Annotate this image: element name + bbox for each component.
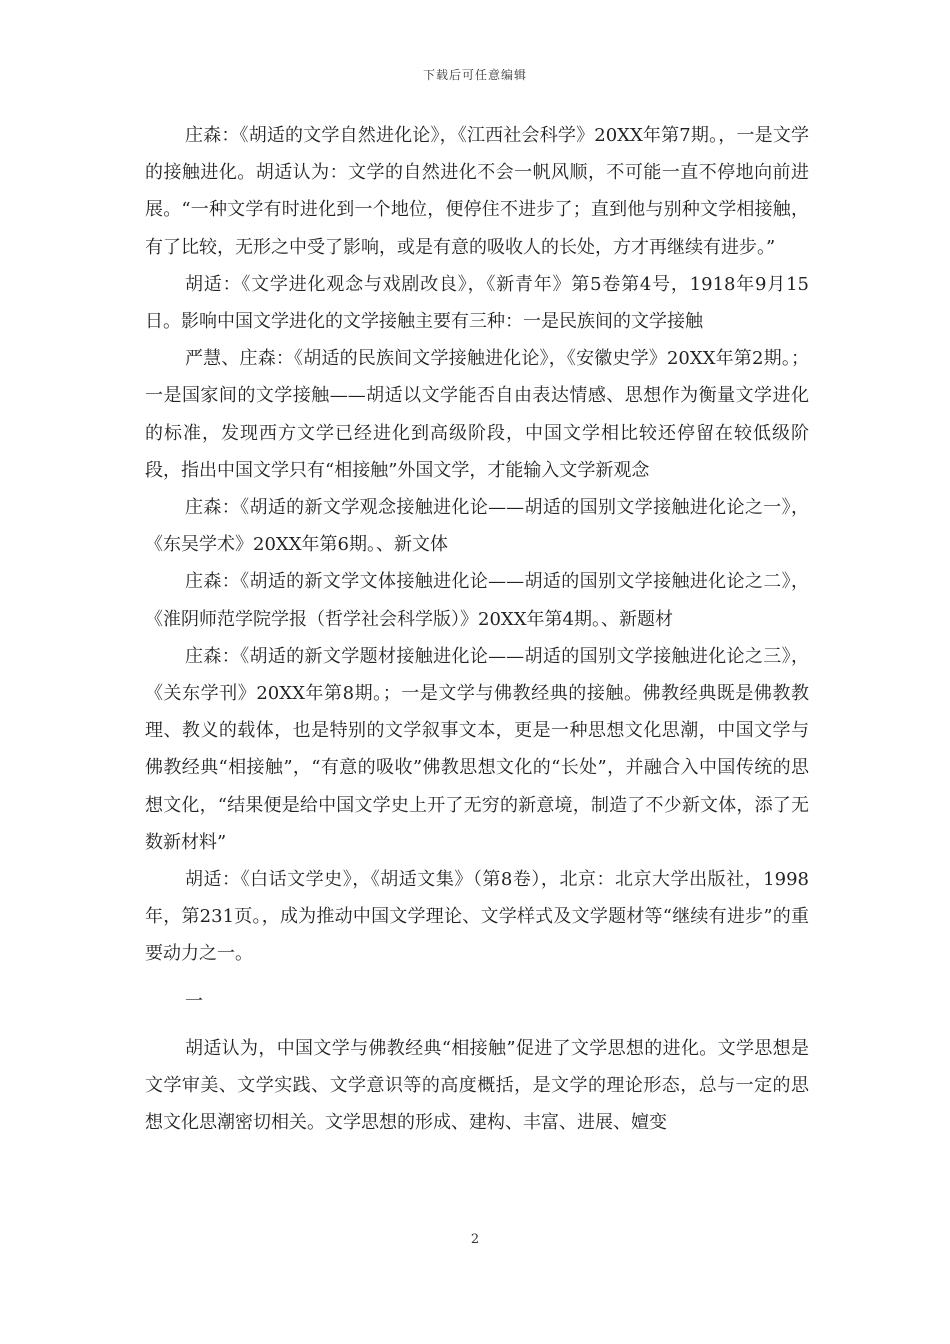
paragraph-5: 庄森：《胡适的新文学文体接触进化论——胡适的国别文学接触进化论之二》，《淮阴师范学院学报（哲学社会科学版）》20XX年第4期。、新题材 xyxy=(145,571,809,630)
paragraph-7: 胡适：《白话文学史》，《胡适文集》（第8卷），北京：北京大学出版社，1998年，第231页。，成为推动中国文学理论、文学样式及文学题材等“继续有进步”的重要动力之一。 xyxy=(145,869,809,965)
paragraph-1: 庄森：《胡适的文学自然进化论》，《江西社会科学》20XX年第7期。，一是文学的接触进化。胡适认为：文学的自然进化不会一帆风顺，不可能一直不停地向前进展。“一种文学有时进化到一个地位，便停住不进步了；直到他与别种文学相接触，有了比较，无形之中受了影响，或是有意的吸收人的长处，方才再继续有进步。” xyxy=(145,125,809,258)
page-header: 下载后可任意编辑 xyxy=(422,68,527,82)
paragraph-4: 庄森：《胡适的新文学观念接触进化论——胡适的国别文学接触进化论之一》，《东吴学术》20XX年第6期。、新文体 xyxy=(145,497,809,556)
paragraph-8: 胡适认为，中国文学与佛教经典“相接触”促进了文学思想的进化。文学思想是文学审美、文学实践、文学意识等的高度概括，是文学的理论形态，总与一定的思想文化思潮密切相关。文学思想的形成、建构、丰富、进展、嬗变 xyxy=(145,1037,809,1134)
page-number: 2 xyxy=(470,1232,480,1247)
document-body xyxy=(145,117,809,1141)
paragraph-3: 严慧、庄森：《胡适的民族间文学接触进化论》，《安徽史学》20XX年第2期。；一是国家间的文学接触——胡适以文学能否自由表达情感、思想作为衡量文学进化的标准，发现西方文学已经进化到高级阶段，中国文学相比较还停留在较低级阶段，指出中国文学只有“相接触”外国文学，才能输入文学新观念 xyxy=(145,348,809,481)
paragraph-6: 庄森：《胡适的新文学题材接触进化论——胡适的国别文学接触进化论之三》，《关东学刊》20XX年第8期。；一是文学与佛教经典的接触。佛教经典既是佛教教理、教义的载体，也是特别的文学叙事文本，更是一种思想文化思潮，中国文学与佛教经典“相接触”，“有意的吸收”佛教思想文化的“长处”，并融合入中国传统的思想文化，“结果便是给中国文学史上开了无穷的新意境，制造了不少新文体，添了无数新材料” xyxy=(145,645,809,853)
paragraph-2: 胡适：《文学进化观念与戏剧改良》，《新青年》第5卷第4号，1918年9月15日。影响中国文学进化的文学接触主要有三种：一是民族间的文学接触 xyxy=(145,273,809,333)
section-number: 一 xyxy=(185,990,203,1012)
